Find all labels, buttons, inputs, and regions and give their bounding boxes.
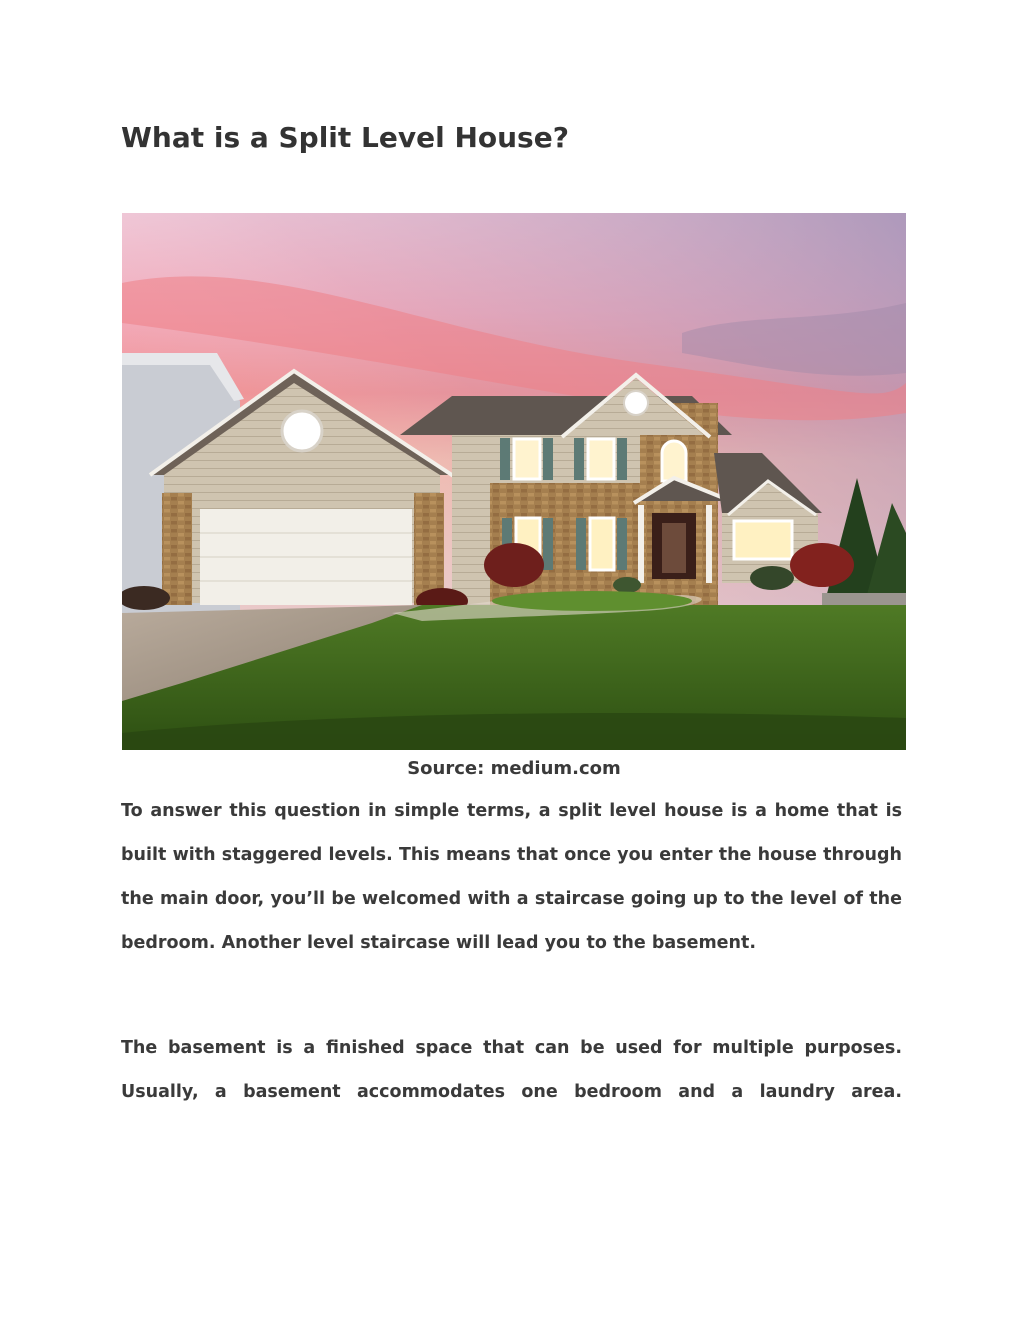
page-title: What is a Split Level House? — [121, 121, 569, 154]
body-paragraph: To answer this question in simple terms, a split level house is a home that is built with staggered levels. This means that once you enter the house through the main door, you’ll be welcomed with a staircase going up to the level of the bedroom. Another level staircase will lead you to the basement. — [121, 801, 902, 953]
body-paragraph: The basement is a finished space that can be used for multiple purposes. Usually, a basement accommodates one bedroom and a laundry area. — [121, 1038, 902, 1102]
house-photo — [122, 213, 906, 750]
image-caption: Source: medium.com — [407, 758, 621, 779]
